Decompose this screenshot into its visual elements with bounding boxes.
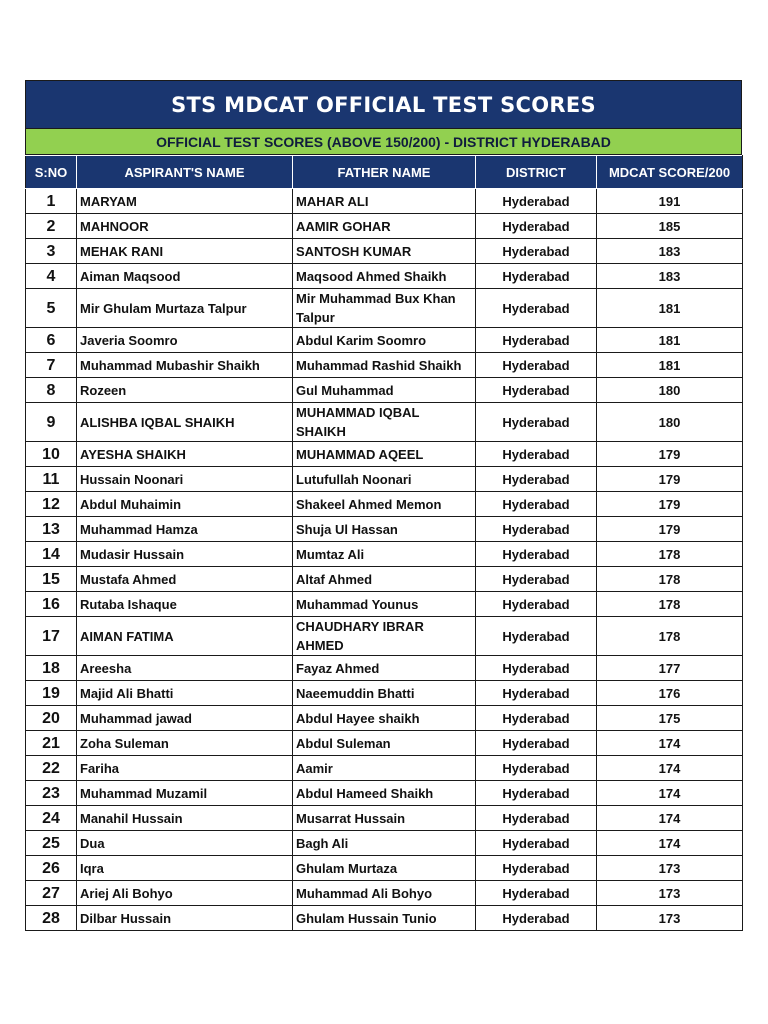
table-row [26,567,743,592]
cell-father-name: SANTOSH KUMAR [293,239,476,264]
cell-score: 178 [597,542,743,567]
cell-sno: 10 [26,442,77,467]
cell-district: Hyderabad [476,567,597,592]
table-row [26,442,743,467]
cell-district: Hyderabad [476,881,597,906]
cell-score: 176 [597,681,743,706]
cell-district: Hyderabad [476,542,597,567]
cell-district: Hyderabad [476,378,597,403]
cell-sno: 9 [26,403,77,442]
table-body [26,189,743,931]
cell-aspirant-name: Mudasir Hussain [77,542,293,567]
cell-aspirant-name: Rutaba Ishaque [77,592,293,617]
cell-father-name: Musarrat Hussain [293,806,476,831]
cell-aspirant-name: MARYAM [77,189,293,214]
cell-father-name: Muhammad Younus [293,592,476,617]
cell-district: Hyderabad [476,353,597,378]
cell-sno: 6 [26,328,77,353]
table-row [26,781,743,806]
cell-district: Hyderabad [476,189,597,214]
table-row [26,214,743,239]
cell-district: Hyderabad [476,756,597,781]
cell-district: Hyderabad [476,617,597,656]
cell-sno: 18 [26,656,77,681]
cell-father-name: MAHAR ALI [293,189,476,214]
cell-district: Hyderabad [476,328,597,353]
cell-aspirant-name: Muhammad Mubashir Shaikh [77,353,293,378]
cell-district: Hyderabad [476,706,597,731]
cell-sno: 4 [26,264,77,289]
cell-district: Hyderabad [476,806,597,831]
cell-score: 181 [597,328,743,353]
cell-father-name: Abdul Hayee shaikh [293,706,476,731]
cell-aspirant-name: Javeria Soomro [77,328,293,353]
cell-district: Hyderabad [476,492,597,517]
cell-father-name: Fayaz Ahmed [293,656,476,681]
cell-score: 178 [597,567,743,592]
cell-score: 181 [597,289,743,328]
cell-father-name: Abdul Karim Soomro [293,328,476,353]
cell-sno: 7 [26,353,77,378]
cell-sno: 15 [26,567,77,592]
cell-score: 174 [597,781,743,806]
header-father-name: FATHER NAME [293,156,476,189]
cell-score: 179 [597,517,743,542]
table-row [26,328,743,353]
table-row [26,517,743,542]
cell-sno: 23 [26,781,77,806]
cell-score: 183 [597,239,743,264]
cell-aspirant-name: Muhammad Hamza [77,517,293,542]
cell-sno: 14 [26,542,77,567]
cell-aspirant-name: Rozeen [77,378,293,403]
cell-aspirant-name: Abdul Muhaimin [77,492,293,517]
cell-father-name: Naeemuddin Bhatti [293,681,476,706]
cell-score: 181 [597,353,743,378]
cell-district: Hyderabad [476,781,597,806]
cell-sno: 12 [26,492,77,517]
cell-father-name: Ghulam Murtaza [293,856,476,881]
table-row [26,592,743,617]
table-row [26,731,743,756]
table-row [26,617,743,656]
score-sheet [25,80,742,931]
cell-aspirant-name: Zoha Suleman [77,731,293,756]
cell-score: 173 [597,856,743,881]
cell-aspirant-name: Mir Ghulam Murtaza Talpur [77,289,293,328]
cell-sno: 27 [26,881,77,906]
cell-score: 185 [597,214,743,239]
cell-aspirant-name: Muhammad Muzamil [77,781,293,806]
cell-score: 179 [597,492,743,517]
table-row [26,264,743,289]
cell-sno: 5 [26,289,77,328]
cell-father-name: MUHAMMAD IQBAL SHAIKH [293,403,476,442]
table-row [26,906,743,931]
cell-score: 174 [597,831,743,856]
cell-score: 180 [597,378,743,403]
table-row [26,542,743,567]
cell-score: 183 [597,264,743,289]
cell-sno: 22 [26,756,77,781]
cell-district: Hyderabad [476,517,597,542]
cell-father-name: Abdul Suleman [293,731,476,756]
cell-sno: 20 [26,706,77,731]
cell-score: 179 [597,442,743,467]
cell-father-name: MUHAMMAD AQEEL [293,442,476,467]
cell-score: 178 [597,617,743,656]
cell-district: Hyderabad [476,264,597,289]
cell-aspirant-name: AIMAN FATIMA [77,617,293,656]
scores-table [25,155,743,931]
cell-score: 179 [597,467,743,492]
table-row [26,289,743,328]
cell-aspirant-name: AYESHA SHAIKH [77,442,293,467]
cell-district: Hyderabad [476,856,597,881]
cell-district: Hyderabad [476,403,597,442]
cell-aspirant-name: Dua [77,831,293,856]
cell-sno: 24 [26,806,77,831]
header-score: MDCAT SCORE/200 [597,156,743,189]
cell-district: Hyderabad [476,239,597,264]
cell-sno: 13 [26,517,77,542]
table-row [26,378,743,403]
cell-aspirant-name: Majid Ali Bhatti [77,681,293,706]
cell-father-name: Gul Muhammad [293,378,476,403]
cell-sno: 21 [26,731,77,756]
table-header-row [26,156,743,189]
page-title: STS MDCAT OFFICIAL TEST SCORES [25,80,742,129]
cell-sno: 16 [26,592,77,617]
cell-father-name: Mir Muhammad Bux Khan Talpur [293,289,476,328]
cell-score: 191 [597,189,743,214]
cell-aspirant-name: Manahil Hussain [77,806,293,831]
cell-father-name: Altaf Ahmed [293,567,476,592]
table-row [26,856,743,881]
table-row [26,189,743,214]
table-row [26,656,743,681]
cell-district: Hyderabad [476,906,597,931]
cell-score: 174 [597,806,743,831]
cell-score: 175 [597,706,743,731]
cell-district: Hyderabad [476,731,597,756]
cell-sno: 8 [26,378,77,403]
cell-district: Hyderabad [476,214,597,239]
table-row [26,806,743,831]
cell-father-name: Lutufullah Noonari [293,467,476,492]
cell-father-name: Muhammad Rashid Shaikh [293,353,476,378]
cell-sno: 25 [26,831,77,856]
cell-district: Hyderabad [476,681,597,706]
cell-father-name: Shakeel Ahmed Memon [293,492,476,517]
cell-father-name: Shuja Ul Hassan [293,517,476,542]
cell-district: Hyderabad [476,289,597,328]
cell-aspirant-name: MEHAK RANI [77,239,293,264]
table-row [26,353,743,378]
cell-aspirant-name: Dilbar Hussain [77,906,293,931]
cell-score: 180 [597,403,743,442]
cell-score: 173 [597,881,743,906]
cell-score: 173 [597,906,743,931]
cell-district: Hyderabad [476,442,597,467]
cell-father-name: CHAUDHARY IBRAR AHMED [293,617,476,656]
cell-father-name: Aamir [293,756,476,781]
cell-sno: 2 [26,214,77,239]
page-subtitle: OFFICIAL TEST SCORES (ABOVE 150/200) - DISTRICT HYDERABAD [25,129,742,155]
cell-sno: 3 [26,239,77,264]
cell-father-name: Abdul Hameed Shaikh [293,781,476,806]
cell-aspirant-name: Hussain Noonari [77,467,293,492]
table-row [26,756,743,781]
table-row [26,881,743,906]
table-row [26,492,743,517]
table-row [26,239,743,264]
table-row [26,681,743,706]
cell-father-name: Mumtaz Ali [293,542,476,567]
cell-father-name: Ghulam Hussain Tunio [293,906,476,931]
cell-aspirant-name: Ariej Ali Bohyo [77,881,293,906]
cell-district: Hyderabad [476,656,597,681]
cell-father-name: Bagh Ali [293,831,476,856]
cell-father-name: AAMIR GOHAR [293,214,476,239]
cell-sno: 28 [26,906,77,931]
table-row [26,831,743,856]
table-row [26,403,743,442]
cell-score: 177 [597,656,743,681]
cell-sno: 11 [26,467,77,492]
cell-aspirant-name: MAHNOOR [77,214,293,239]
cell-sno: 19 [26,681,77,706]
cell-score: 174 [597,731,743,756]
cell-father-name: Muhammad Ali Bohyo [293,881,476,906]
cell-aspirant-name: Aiman Maqsood [77,264,293,289]
table-row [26,706,743,731]
cell-aspirant-name: Muhammad jawad [77,706,293,731]
cell-aspirant-name: Areesha [77,656,293,681]
header-district: DISTRICT [476,156,597,189]
header-sno: S:NO [26,156,77,189]
cell-aspirant-name: Iqra [77,856,293,881]
cell-aspirant-name: Mustafa Ahmed [77,567,293,592]
cell-aspirant-name: ALISHBA IQBAL SHAIKH [77,403,293,442]
cell-district: Hyderabad [476,592,597,617]
header-aspirant-name: ASPIRANT'S NAME [77,156,293,189]
cell-sno: 1 [26,189,77,214]
cell-father-name: Maqsood Ahmed Shaikh [293,264,476,289]
table-row [26,467,743,492]
cell-district: Hyderabad [476,467,597,492]
cell-sno: 17 [26,617,77,656]
cell-aspirant-name: Fariha [77,756,293,781]
cell-score: 178 [597,592,743,617]
cell-score: 174 [597,756,743,781]
cell-sno: 26 [26,856,77,881]
cell-district: Hyderabad [476,831,597,856]
